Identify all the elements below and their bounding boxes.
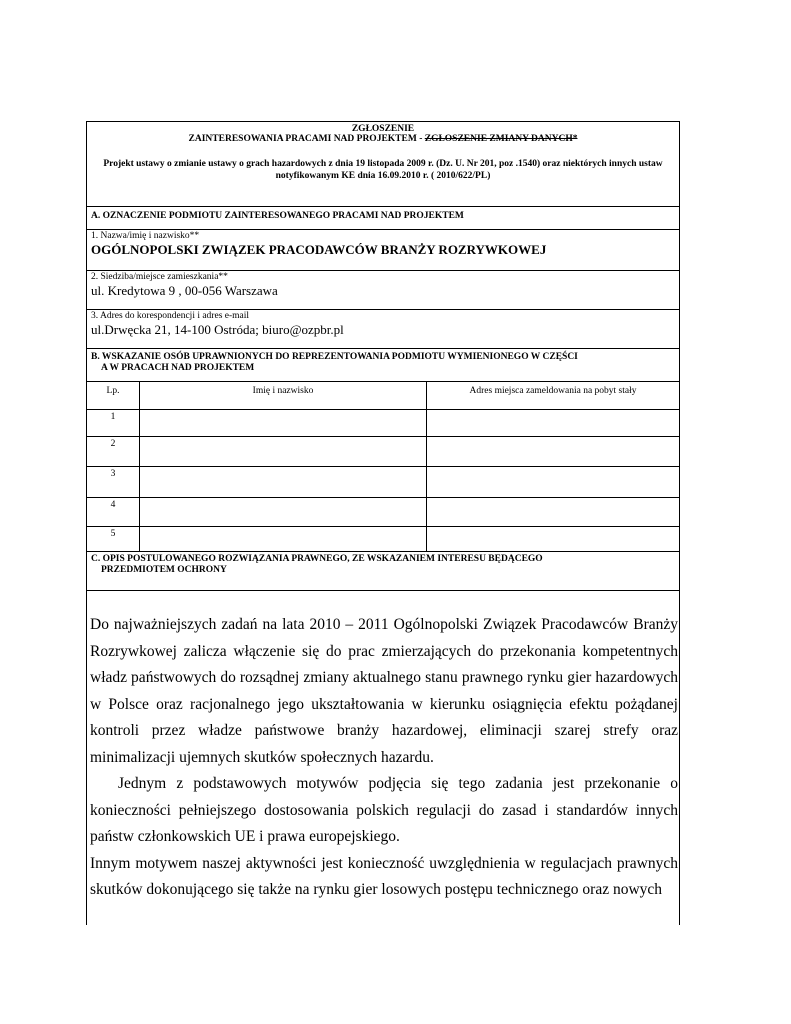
seat-value: ul. Kredytowa 9 , 00-056 Warszawa bbox=[91, 283, 278, 298]
row-name-cell[interactable] bbox=[140, 497, 427, 526]
section-b-title-line1: B. WSKAZANIE OSÓB UPRAWNIONYCH DO REPREZENTOWANIA PODMIOTU WYMIENIONEGO W CZĘŚCI bbox=[91, 352, 578, 362]
field-address bbox=[87, 310, 679, 349]
table-row bbox=[87, 436, 679, 466]
subtitle-main: ZAINTERESOWANIA PRACAMI NAD PROJEKTEM - bbox=[188, 134, 425, 144]
field-name bbox=[87, 230, 679, 271]
subtitle-struck: ZGŁOSZENIE ZMIANY DANYCH* bbox=[424, 134, 578, 144]
section-c-header bbox=[87, 551, 679, 591]
body-text bbox=[90, 612, 678, 904]
section-c-title-line2: PRZEDMIOTEM OCHRONY bbox=[101, 565, 227, 575]
address-value: ul.Drwęcka 21, 14-100 Ostróda; biuro@ozpbr.pl bbox=[91, 322, 344, 337]
project-description: Projekt ustawy o zmianie ustawy o grach hazardowych z dnia 19 listopada 2009 r. (Dz. U. Nr 201, poz .1540) oraz niektórych innych ustaw notyfikowanym KE dnia 16.09.2010 r. ( 2010/622/PL) bbox=[103, 159, 663, 181]
row-number: 4 bbox=[87, 497, 140, 526]
col-address: Adres miejsca zameldowania na pobyt stały bbox=[427, 382, 680, 409]
paragraph-3: Innym motywem naszej aktywności jest konieczność uwzględnienia w regulacjach prawnych skutków dokonującego się także na rynku gier losowych postępu technicznego oraz nowych bbox=[90, 854, 678, 898]
section-b-header bbox=[87, 349, 679, 382]
row-number: 5 bbox=[87, 526, 140, 551]
col-lp: Lp. bbox=[87, 382, 140, 409]
row-name-cell[interactable] bbox=[140, 526, 427, 551]
row-address-cell[interactable] bbox=[427, 409, 680, 436]
row-address-cell[interactable] bbox=[427, 436, 680, 466]
row-name-cell[interactable] bbox=[140, 436, 427, 466]
row-name-cell[interactable] bbox=[140, 466, 427, 497]
row-number: 1 bbox=[87, 409, 140, 436]
table-row bbox=[87, 526, 679, 551]
paragraph-1: Do najważniejszych zadań na lata 2010 – 2011 Ogólnopolski Związek Pracodawców Branży Rozrywkowej zalicza włączenie się do prac zmierzających do przekonania kompetentnych władz państwowych do rozsądnej zmiany aktualnego stanu prawnego rynku gier hazardowych w Polsce oraz racjonalnego jego ukształtowania w kierunku osiągnięcia efektu pożądanej kontroli przez władze państwowe branży hazardowej, eliminacji szarej strefy oraz minimalizacji ujemnych skutków społecznych hazardu. bbox=[90, 616, 678, 766]
field-seat bbox=[87, 271, 679, 310]
section-a-header bbox=[87, 206, 679, 230]
name-value: OGÓLNOPOLSKI ZWIĄZEK PRACODAWCÓW BRANŻY ROZRYWKOWEJ bbox=[91, 242, 547, 257]
form-title: ZGŁOSZENIE bbox=[351, 124, 415, 134]
row-number: 2 bbox=[87, 436, 140, 466]
paragraph-2: Jednym z podstawowych motywów podjęcia się tego zadania jest przekonanie o konieczności pełniejszego dostosowania polskich regulacji do zasad i standardów innych państw członkowskich UE i prawa europejskiego. bbox=[90, 775, 678, 845]
section-c-title-line1: C. OPIS POSTULOWANEGO ROZWIĄZANIA PRAWNEGO, ZE WSKAZANIEM INTERESU BĘDĄCEGO bbox=[91, 554, 543, 564]
col-name: Imię i nazwisko bbox=[140, 382, 427, 409]
table-row bbox=[87, 466, 679, 497]
row-address-cell[interactable] bbox=[427, 497, 680, 526]
address-label: 3. Adres do korespondencji i adres e-mail bbox=[91, 311, 250, 321]
name-label: 1. Nazwa/imię i nazwisko** bbox=[91, 231, 200, 241]
row-name-cell[interactable] bbox=[140, 409, 427, 436]
table-row bbox=[87, 497, 679, 526]
table-row bbox=[87, 409, 679, 436]
table-header-row bbox=[87, 382, 679, 409]
row-address-cell[interactable] bbox=[427, 526, 680, 551]
form-subtitle bbox=[87, 134, 679, 144]
seat-label: 2. Siedziba/miejsce zamieszkania** bbox=[91, 272, 228, 282]
form-header bbox=[87, 122, 679, 207]
section-a-title: A. OZNACZENIE PODMIOTU ZAINTERESOWANEGO PRACAMI NAD PROJEKTEM bbox=[91, 211, 464, 221]
section-b-title-line2: A W PRACACH NAD PROJEKTEM bbox=[101, 363, 255, 373]
persons-table bbox=[87, 382, 679, 552]
row-address-cell[interactable] bbox=[427, 466, 680, 497]
row-number: 3 bbox=[87, 466, 140, 497]
